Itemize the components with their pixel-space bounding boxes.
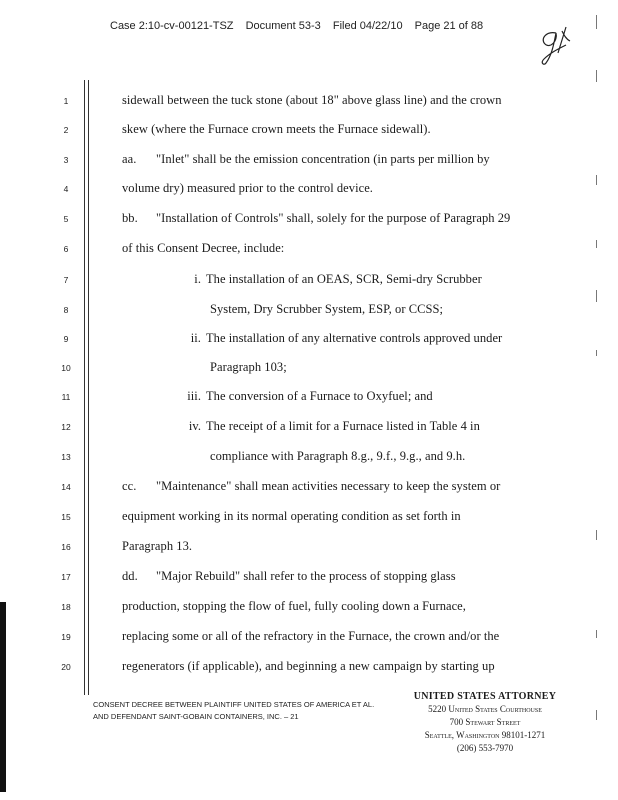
margin-rule-left <box>84 80 85 695</box>
body-line <box>122 479 500 494</box>
line-number: 14 <box>61 482 71 492</box>
margin-rule-right <box>88 80 89 695</box>
line-number: 18 <box>61 602 71 612</box>
body-text: "Inlet" shall be the emission concentration (in parts per million by <box>156 152 490 166</box>
body-line <box>184 389 433 404</box>
caption-line-1: CONSENT DECREE BETWEEN PLAINTIFF UNITED STATES OF AMERICA ET AL. <box>93 700 375 709</box>
body-line: production, stopping the flow of fuel, fully cooling down a Furnace, <box>122 599 466 613</box>
body-text: "Maintenance" shall mean activities necessary to keep the system or <box>156 479 501 493</box>
body-line <box>122 152 490 167</box>
office-name: UNITED STATES ATTORNEY <box>413 691 557 702</box>
roman-numeral: iii. <box>187 389 201 403</box>
body-line: sidewall between the tuck stone (about 18" above glass line) and the crown <box>122 93 502 107</box>
scan-margin-marks <box>596 10 606 750</box>
body-text: The installation of any alternative controls approved under <box>206 331 503 345</box>
attorney-address-block <box>405 690 565 755</box>
body-line <box>122 569 456 584</box>
line-number: 15 <box>61 512 71 522</box>
line-number: 5 <box>63 214 69 224</box>
line-number: 7 <box>63 275 69 285</box>
line-number: 9 <box>63 334 69 344</box>
line-number: 17 <box>61 572 71 582</box>
address-line-1: 5220 United States Courthouse <box>428 704 542 714</box>
address-line-2: 700 Stewart Street <box>449 717 521 727</box>
scan-edge-bar <box>0 602 6 792</box>
line-number: 6 <box>63 244 69 254</box>
item-label: cc. <box>122 479 137 493</box>
phone-number: (206) 553-7970 <box>456 743 514 753</box>
body-line: System, Dry Scrubber System, ESP, or CCSS; <box>210 302 444 316</box>
item-label: bb. <box>122 211 138 225</box>
body-text: "Installation of Controls" shall, solely for the purpose of Paragraph 29 <box>156 211 511 225</box>
item-label: dd. <box>122 569 138 583</box>
body-line <box>122 211 510 226</box>
line-number: 20 <box>61 662 71 672</box>
body-line: equipment working in its normal operating condition as set forth in <box>122 509 461 523</box>
line-number: 11 <box>61 392 71 402</box>
item-label: aa. <box>122 152 137 166</box>
filed-date: Filed 04/22/10 <box>332 20 403 32</box>
body-line <box>184 331 502 346</box>
line-number: 19 <box>61 632 71 642</box>
page-number: Page 21 of 88 <box>414 20 484 32</box>
roman-numeral: ii. <box>190 331 201 345</box>
line-number: 1 <box>63 96 69 106</box>
line-number: 3 <box>63 155 69 165</box>
body-line: Paragraph 13. <box>122 539 193 553</box>
body-line: of this Consent Decree, include: <box>122 241 285 255</box>
body-line <box>184 419 480 434</box>
body-line <box>184 272 482 287</box>
line-number: 12 <box>61 422 71 432</box>
document-caption <box>93 699 393 723</box>
body-line: regenerators (if applicable), and beginning a new campaign by starting up <box>122 659 495 673</box>
body-line: Paragraph 103; <box>210 360 287 374</box>
line-number: 16 <box>61 542 71 552</box>
case-number: Case 2:10-cv-00121-TSZ <box>110 20 234 32</box>
line-number: 13 <box>61 452 71 462</box>
document-number: Document 53-3 <box>245 20 321 32</box>
body-line: compliance with Paragraph 8.g., 9.f., 9.g., and 9.h. <box>210 449 466 463</box>
roman-numeral: iv. <box>188 419 201 433</box>
body-text: The receipt of a limit for a Furnace listed in Table 4 in <box>206 419 480 433</box>
body-text: The conversion of a Furnace to Oxyfuel; and <box>206 389 433 403</box>
line-number: 4 <box>63 184 69 194</box>
address-line-3: Seattle, Washington 98101-1271 <box>424 730 546 740</box>
body-line: replacing some or all of the refractory in the Furnace, the crown and/or the <box>122 629 500 643</box>
body-line: volume dry) measured prior to the control device. <box>122 181 373 195</box>
body-line: skew (where the Furnace crown meets the Furnace sidewall). <box>122 122 431 136</box>
roman-numeral: i. <box>194 272 201 286</box>
caption-line-2: AND DEFENDANT SAINT-GOBAIN CONTAINERS, INC. – 21 <box>93 712 299 721</box>
line-number: 10 <box>61 363 71 373</box>
handwritten-initials <box>536 25 576 67</box>
case-header <box>110 20 530 32</box>
body-text: "Major Rebuild" shall refer to the process of stopping glass <box>156 569 456 583</box>
line-number: 8 <box>63 305 69 315</box>
body-text: The installation of an OEAS, SCR, Semi-dry Scrubber <box>206 272 482 286</box>
line-number: 2 <box>63 125 69 135</box>
